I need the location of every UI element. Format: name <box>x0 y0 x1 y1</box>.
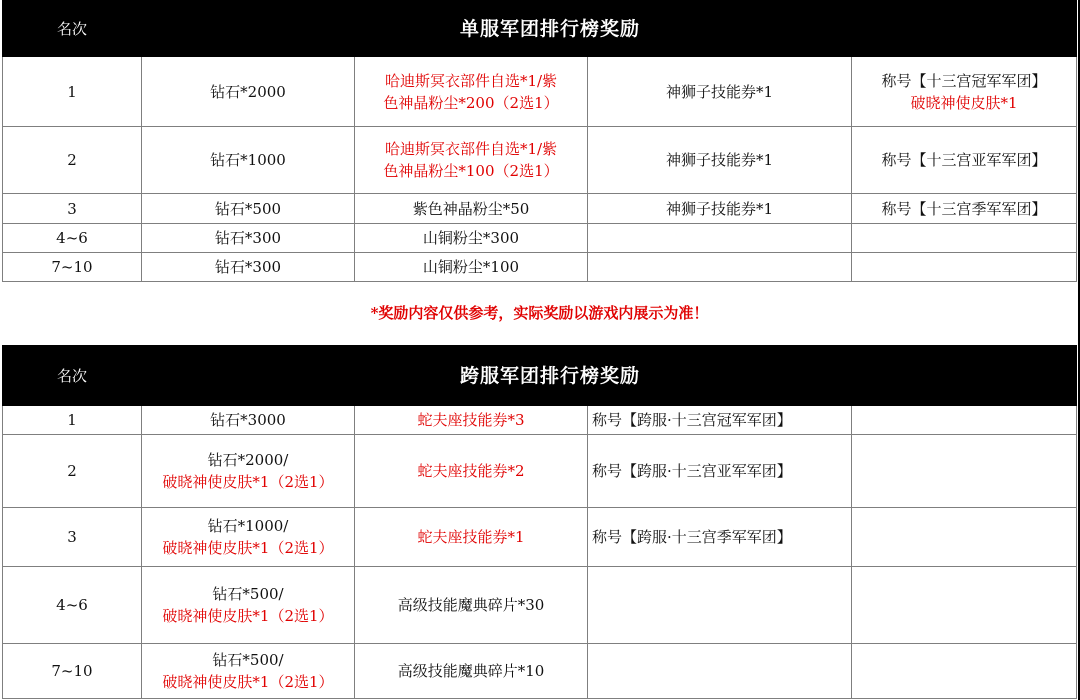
rank-column-header: 名次 <box>3 346 142 406</box>
table-row <box>3 406 1077 435</box>
reward-cell: 钻石*500/ 破晓神使皮肤*1（2选1） <box>142 644 355 699</box>
reward-cell: 钻石*1000/ 破晓神使皮肤*1（2选1） <box>142 508 355 567</box>
reward-cell: 称号【跨服·十三宫亚军军团】 <box>588 435 852 508</box>
reward-cell <box>852 406 1077 435</box>
reward-cell: 神狮子技能券*1 <box>588 194 852 224</box>
reward-cell: 高级技能魔典碎片*10 <box>355 644 588 699</box>
table-row <box>3 253 1077 282</box>
rank-cell: 2 <box>3 435 142 508</box>
rank-cell: 7~10 <box>3 644 142 699</box>
table-row <box>3 435 1077 508</box>
table-row <box>3 644 1077 699</box>
reward-cell: 蛇夫座技能券*2 <box>355 435 588 508</box>
reward-cell: 钻石*2000 <box>142 57 355 127</box>
cross-server-reward-table <box>2 345 1077 699</box>
table-row <box>3 127 1077 194</box>
reward-cell: 高级技能魔典碎片*30 <box>355 567 588 644</box>
reward-cell: 紫色神晶粉尘*50 <box>355 194 588 224</box>
reward-cell: 称号【十三宫季军军团】 <box>852 194 1077 224</box>
rank-column-header: 名次 <box>3 1 142 57</box>
single-server-reward-table <box>2 0 1077 344</box>
reward-cell: 神狮子技能券*1 <box>588 127 852 194</box>
reward-cell <box>588 224 852 253</box>
rank-cell: 7~10 <box>3 253 142 282</box>
table-header-row <box>3 346 1077 406</box>
table-title: 单服军团排行榜奖励 <box>142 1 1077 57</box>
reward-cell: 钻石*1000 <box>142 127 355 194</box>
rank-cell: 4~6 <box>3 224 142 253</box>
rank-cell: 3 <box>3 194 142 224</box>
reward-cell <box>852 644 1077 699</box>
table-row <box>3 57 1077 127</box>
reward-cell: 钻石*300 <box>142 224 355 253</box>
reward-cell <box>588 644 852 699</box>
reward-cell <box>588 253 852 282</box>
reward-cell: 称号【跨服·十三宫冠军军团】 <box>588 406 852 435</box>
reward-cell: 钻石*3000 <box>142 406 355 435</box>
table-header-row <box>3 1 1077 57</box>
rank-cell: 4~6 <box>3 567 142 644</box>
reward-cell: 钻石*500 <box>142 194 355 224</box>
reward-cell: 钻石*300 <box>142 253 355 282</box>
reward-cell: 称号【十三宫亚军军团】 <box>852 127 1077 194</box>
reward-cell: 蛇夫座技能券*1 <box>355 508 588 567</box>
reward-cell <box>852 224 1077 253</box>
reward-cell: 称号【十三宫冠军军团】 破晓神使皮肤*1 <box>852 57 1077 127</box>
rank-cell: 2 <box>3 127 142 194</box>
rank-cell: 1 <box>3 57 142 127</box>
reward-cell: 蛇夫座技能券*3 <box>355 406 588 435</box>
rank-cell: 1 <box>3 406 142 435</box>
reward-cell <box>852 567 1077 644</box>
reward-cell <box>588 567 852 644</box>
reward-cell: 山铜粉尘*100 <box>355 253 588 282</box>
reward-cell <box>852 435 1077 508</box>
reward-cell: 钻石*2000/ 破晓神使皮肤*1（2选1） <box>142 435 355 508</box>
table-row <box>3 224 1077 253</box>
table-row <box>3 194 1077 224</box>
rank-cell: 3 <box>3 508 142 567</box>
reward-cell: 山铜粉尘*300 <box>355 224 588 253</box>
reward-cell <box>852 508 1077 567</box>
table-row <box>3 508 1077 567</box>
reward-cell: 神狮子技能券*1 <box>588 57 852 127</box>
note-row <box>3 282 1077 344</box>
reward-cell: 哈迪斯冥衣部件自选*1/紫 色神晶粉尘*200（2选1） <box>355 57 588 127</box>
table-title: 跨服军团排行榜奖励 <box>142 346 1077 406</box>
table-row <box>3 567 1077 644</box>
reward-cell <box>852 253 1077 282</box>
disclaimer-note: *奖励内容仅供参考，实际奖励以游戏内展示为准！ <box>3 282 1077 344</box>
reward-cell: 哈迪斯冥衣部件自选*1/紫 色神晶粉尘*100（2选1） <box>355 127 588 194</box>
reward-cell: 钻石*500/ 破晓神使皮肤*1（2选1） <box>142 567 355 644</box>
reward-cell: 称号【跨服·十三宫季军军团】 <box>588 508 852 567</box>
